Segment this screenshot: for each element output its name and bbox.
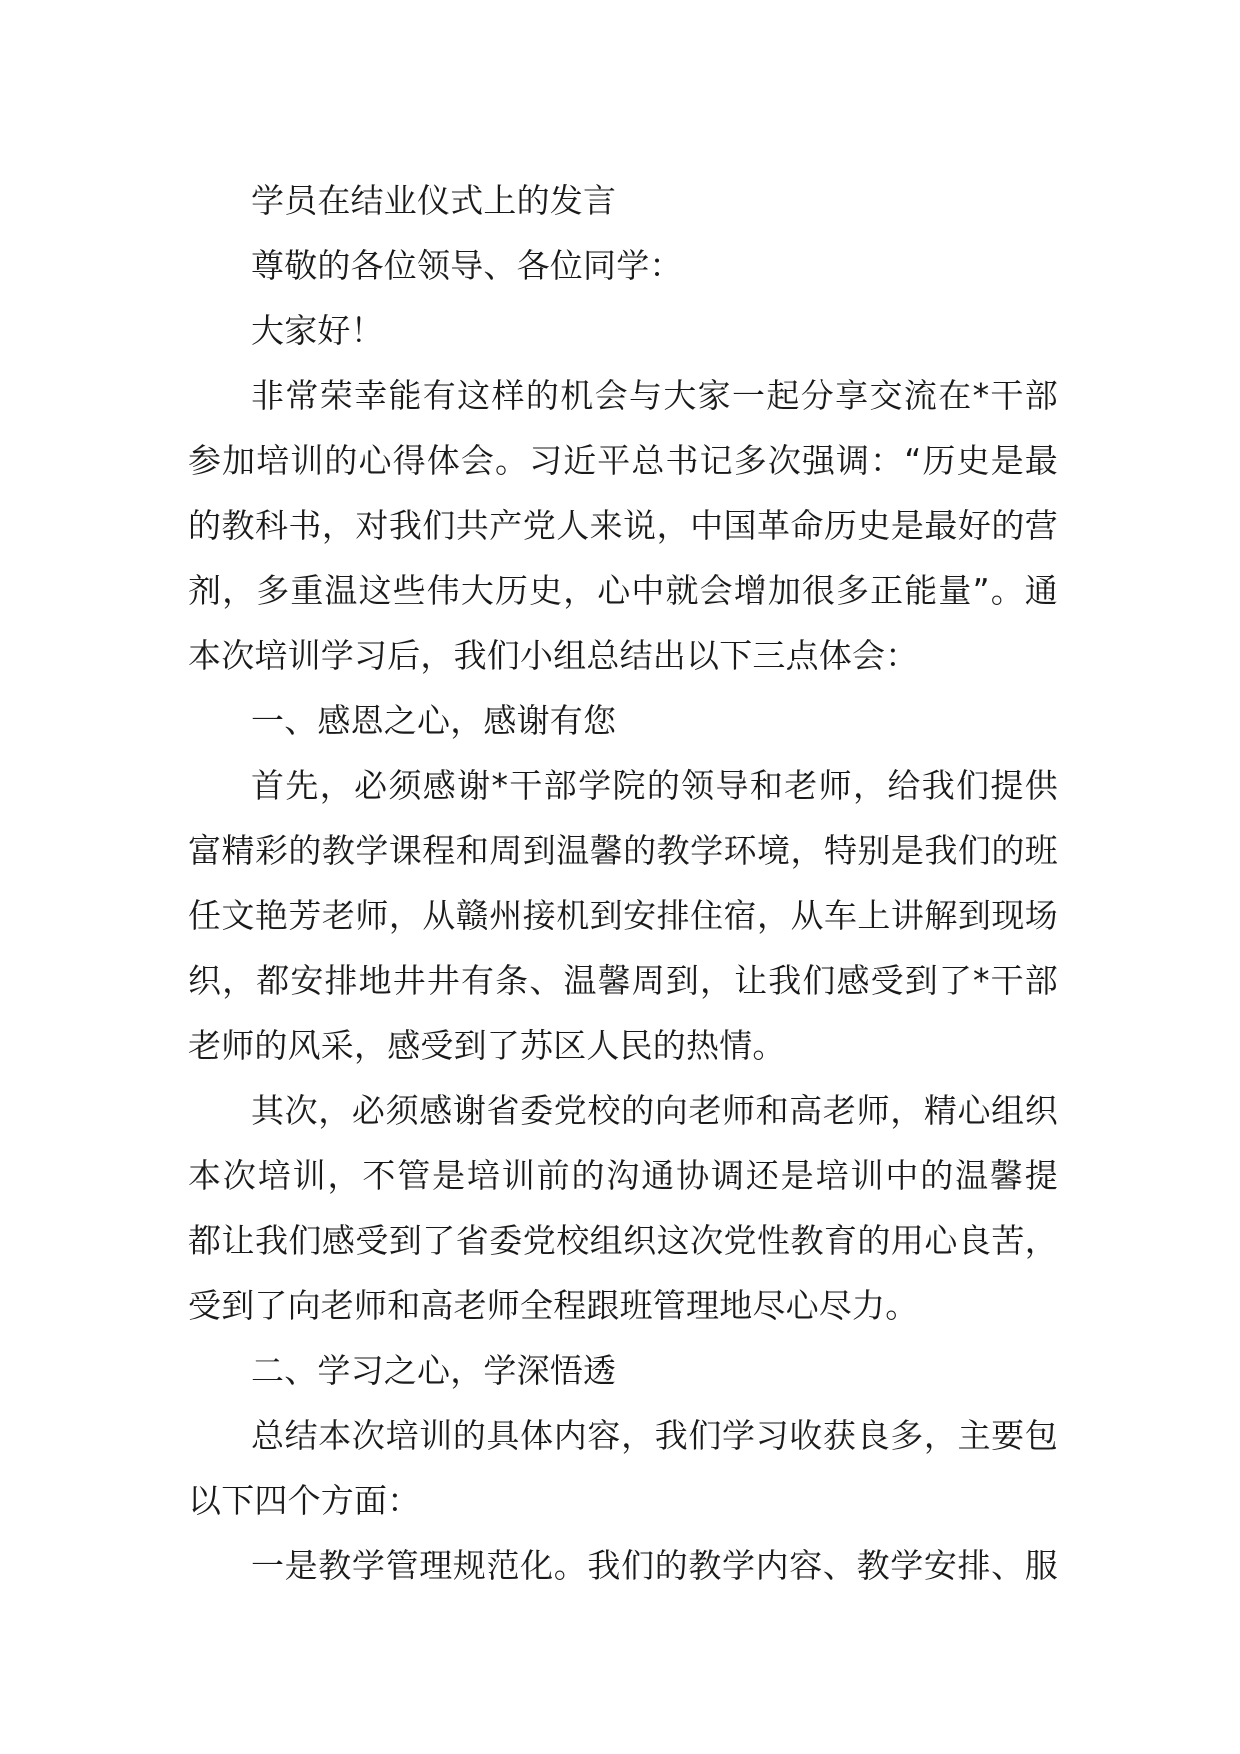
- paragraph-line: 以下四个方面：: [188, 1481, 421, 1520]
- paragraph-thanks-2: [188, 1078, 1058, 1338]
- paragraph-line: 非常荣幸能有这样的机会与大家一起分享交流在*干部: [251, 376, 1058, 415]
- paragraph-intro: [188, 363, 1058, 688]
- document-title: 学员在结业仪式上的发言: [251, 181, 617, 220]
- paragraph-line: 其次，必须感谢省委党校的向老师和高老师，精心组织: [251, 1091, 1058, 1130]
- paragraph-line: 剂，多重温这些伟大历史，心中就会增加很多正能量”。通: [188, 571, 1058, 610]
- paragraph-line: 任文艳芳老师，从赣州接机到安排住宿，从车上讲解到现场: [188, 896, 1058, 935]
- paragraph-thanks-1: [188, 753, 1058, 1078]
- greeting: 大家好！: [251, 311, 384, 350]
- paragraph-line: 织，都安排地井井有条、温馨周到，让我们感受到了*干部: [188, 961, 1058, 1000]
- paragraph-line: 一是教学管理规范化。我们的教学内容、教学安排、服: [251, 1546, 1058, 1585]
- paragraph-line: 首先，必须感谢*干部学院的领导和老师，给我们提供: [251, 766, 1058, 805]
- paragraph-line: 老师的风采，感受到了苏区人民的热情。: [188, 1026, 786, 1065]
- paragraph-line: 富精彩的教学课程和周到温馨的教学环境，特别是我们的班: [188, 831, 1058, 870]
- section-heading-1: 一、感恩之心，感谢有您: [251, 701, 617, 740]
- paragraph-line: 本次培训学习后，我们小组总结出以下三点体会：: [188, 636, 919, 675]
- section-heading-2: 二、学习之心，学深悟透: [251, 1351, 617, 1390]
- paragraph-line: 受到了向老师和高老师全程跟班管理地尽心尽力。: [188, 1286, 919, 1325]
- paragraph-line: 本次培训，不管是培训前的沟通协调还是培训中的温馨提: [188, 1156, 1058, 1195]
- paragraph-line: 总结本次培训的具体内容，我们学习收获良多，主要包: [251, 1416, 1058, 1455]
- paragraph-line: 参加培训的心得体会。习近平总书记多次强调：“历史是最: [188, 441, 1058, 480]
- document-page: [188, 168, 1058, 1598]
- paragraph-point-1: [188, 1533, 1058, 1598]
- salutation: 尊敬的各位领导、各位同学：: [251, 246, 683, 285]
- paragraph-summary: [188, 1403, 1058, 1533]
- paragraph-line: 都让我们感受到了省委党校组织这次党性教育的用心良苦，: [188, 1221, 1058, 1260]
- paragraph-line: 的教科书，对我们共产党人来说，中国革命历史是最好的营: [188, 506, 1058, 545]
